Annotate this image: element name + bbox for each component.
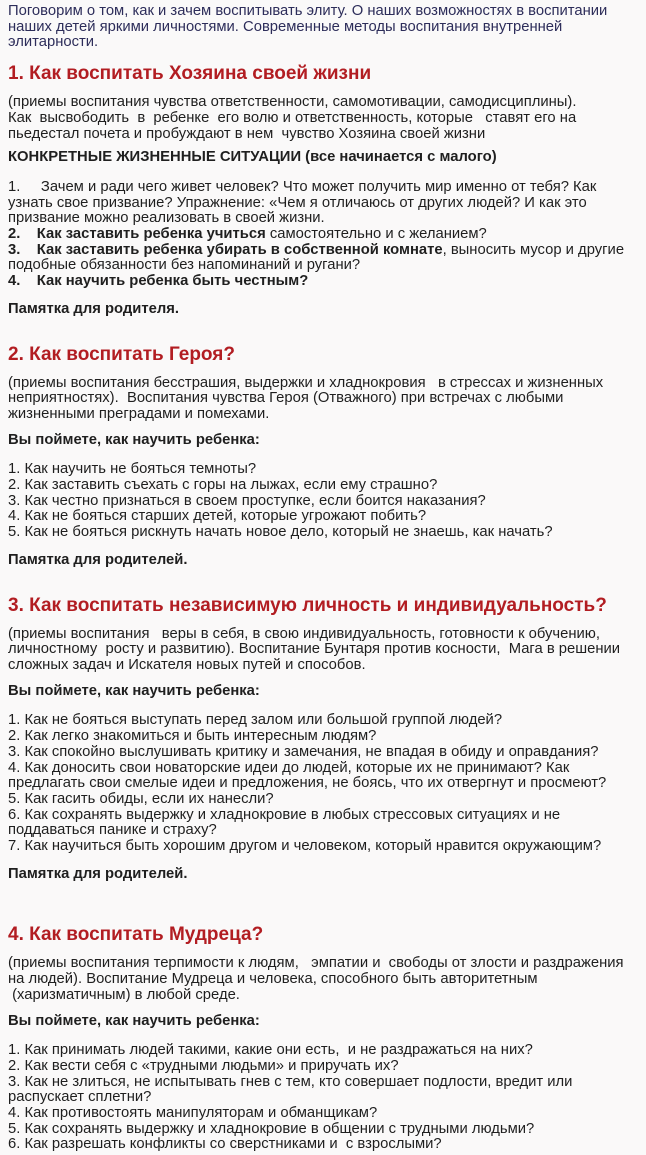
section-1-description xyxy=(8,95,638,142)
description-line: (приемы воспитания терпимости к людям, эмпатии и свободы от злости и раздражения на людей). Воспитание Мудреца и человека, способного быть авторитетным (харизматичным) в любой среде. xyxy=(8,955,624,1003)
list-item xyxy=(8,729,638,745)
item-text: 4. Как доносить свои новаторские идеи до людей, которые их не принимают? Как предлагать свои смелые идеи и предложения, не боясь, что их отвергнут и просмеют? xyxy=(8,759,607,792)
item-bold-text: 4. Как научить ребенка быть честным? xyxy=(8,273,309,290)
item-text: 4. Как противостоять манипуляторам и обманщикам? xyxy=(8,1105,378,1122)
item-text: 4. Как не бояться старших детей, которые угрожают побить? xyxy=(8,508,427,525)
item-text: 3. Как спокойно выслушивать критику и замечания, не впадая в обиду и оправдания? xyxy=(8,743,599,760)
list-item xyxy=(8,525,638,541)
list-item xyxy=(8,180,638,227)
item-text: 5. Как не бояться рискнуть начать новое дело, который не знаешь, как начать? xyxy=(8,524,553,541)
sub-heading: Вы поймете, как научить ребенка: xyxy=(8,431,260,448)
list-item xyxy=(8,713,638,729)
description-line: (приемы воспитания бесстрашия, выдержки и хладнокровия в стрессах и жизненных неприятностях). Воспитания чувства Героя (Отважного) при встречах с любыми жизненными преградами и помехами. xyxy=(8,374,604,422)
item-text: самостоятельно и с желанием? xyxy=(265,226,487,243)
list-item xyxy=(8,761,638,792)
list-item xyxy=(8,227,638,243)
item-text: 1. Как не бояться выступать перед залом или большой группой людей? xyxy=(8,712,503,729)
item-text: 2. Как вести себя с «трудными людьми» и приручать их? xyxy=(8,1057,399,1074)
section-3-description xyxy=(8,627,638,674)
list-item xyxy=(8,243,638,274)
section-sage xyxy=(8,924,638,1153)
sub-heading: Вы поймете, как научить ребенка: xyxy=(8,1012,260,1029)
description-line: Как высвободить в ребенке его волю и ответственность, которые ставят его на пьедестал почета и пробуждают в нем чувство Хозяина своей жизни xyxy=(8,109,577,142)
parent-memo: Памятка для родителей. xyxy=(8,865,188,882)
list-item xyxy=(8,839,638,855)
section-1-heading: 1. Как воспитать Хозяина своей жизни xyxy=(8,63,372,85)
list-item xyxy=(8,478,638,494)
item-bold-text: 3. Как заставить ребенка убирать в собственной комнате xyxy=(8,241,443,258)
item-text: 1. Как принимать людей такими, какие они есть, и не раздражаться на них? xyxy=(8,1042,533,1059)
item-text: 2. Как легко знакомиться и быть интересным людям? xyxy=(8,728,377,745)
item-text: 6. Как сохранять выдержку и хладнокровие в любых стрессовых ситуациях и не поддаваться панике и страху? xyxy=(8,806,561,839)
list-item xyxy=(8,509,638,525)
list-item xyxy=(8,1137,638,1153)
situations-heading: КОНКРЕТНЫЕ ЖИЗНЕННЫЕ СИТУАЦИИ (все начинается с малого) xyxy=(8,149,497,166)
section-4-description xyxy=(8,956,638,1003)
section-hero xyxy=(8,344,638,569)
section-3-list xyxy=(8,713,638,854)
list-item xyxy=(8,745,638,761)
section-master-of-life xyxy=(8,63,638,317)
sub-heading: Вы поймете, как научить ребенка: xyxy=(8,682,260,699)
item-text: 7. Как научиться быть хорошим другом и человеком, который нравится окружающим? xyxy=(8,838,602,855)
item-text: , выносить мусор и другие подобные обязанности без напоминаний и ругани? xyxy=(8,241,625,274)
item-text: 3. Как честно признаться в своем проступке, если боится наказания? xyxy=(8,492,486,509)
list-item xyxy=(8,274,638,290)
description-line: (приемы воспитания веры в себя, в свою индивидуальность, готовности к обучению, личностному росту и развитию). Воспитание Бунтаря против косности, Мага в решении сложных задач и Искателя новых путей и способов. xyxy=(8,625,621,673)
list-item xyxy=(8,1075,638,1106)
item-text: 5. Как сохранять выдержку и хладнокровие в общении с трудными людьми? xyxy=(8,1120,535,1137)
section-2-list xyxy=(8,462,638,541)
item-text: 1. Как научить не бояться темноты? xyxy=(8,461,257,478)
description-line: (приемы воспитания чувства ответственности, самомотивации, самодисциплины). xyxy=(8,94,577,111)
item-text: 3. Как не злиться, не испытывать гнев с тем, кто совершает подлости, вредит или распускает сплетни? xyxy=(8,1073,573,1106)
list-item xyxy=(8,1059,638,1075)
list-item xyxy=(8,462,638,478)
section-1-list xyxy=(8,180,638,290)
section-4-list xyxy=(8,1043,638,1153)
section-3-heading: 3. Как воспитать независимую личность и индивидуальность? xyxy=(8,594,607,616)
list-item xyxy=(8,792,638,808)
list-item xyxy=(8,1122,638,1138)
list-item xyxy=(8,808,638,839)
intro-paragraph: Поговорим о том, как и зачем воспитывать элиту. О наших возможностях в воспитании наших детей яркими личностями. Современные методы воспитания внутренней элитарности. xyxy=(8,3,608,51)
section-independent-personality xyxy=(8,595,638,883)
section-4-heading: 4. Как воспитать Мудреца? xyxy=(8,924,264,946)
item-text: 2. Как заставить съехать с горы на лыжах, если ему страшно? xyxy=(8,477,438,494)
list-item xyxy=(8,494,638,510)
item-text: 1. Зачем и ради чего живет человек? Что может получить мир именно от тебя? Как узнать свое призвание? Упражнение: «Чем я отличаюсь от других людей? И как это призвание можно реализовать в своей жизни. xyxy=(8,178,597,227)
list-item xyxy=(8,1043,638,1059)
parent-memo: Памятка для родителей. xyxy=(8,551,188,568)
section-2-heading: 2. Как воспитать Героя? xyxy=(8,343,235,365)
item-text: 6. Как разрешать конфликты со сверстниками и с взрослыми? xyxy=(8,1136,442,1153)
section-2-description xyxy=(8,376,638,423)
parent-memo: Памятка для родителя. xyxy=(8,300,179,317)
item-bold-text: 2. Как заставить ребенка учиться xyxy=(8,226,266,243)
item-text: 5. Как гасить обиды, если их нанесли? xyxy=(8,790,274,807)
